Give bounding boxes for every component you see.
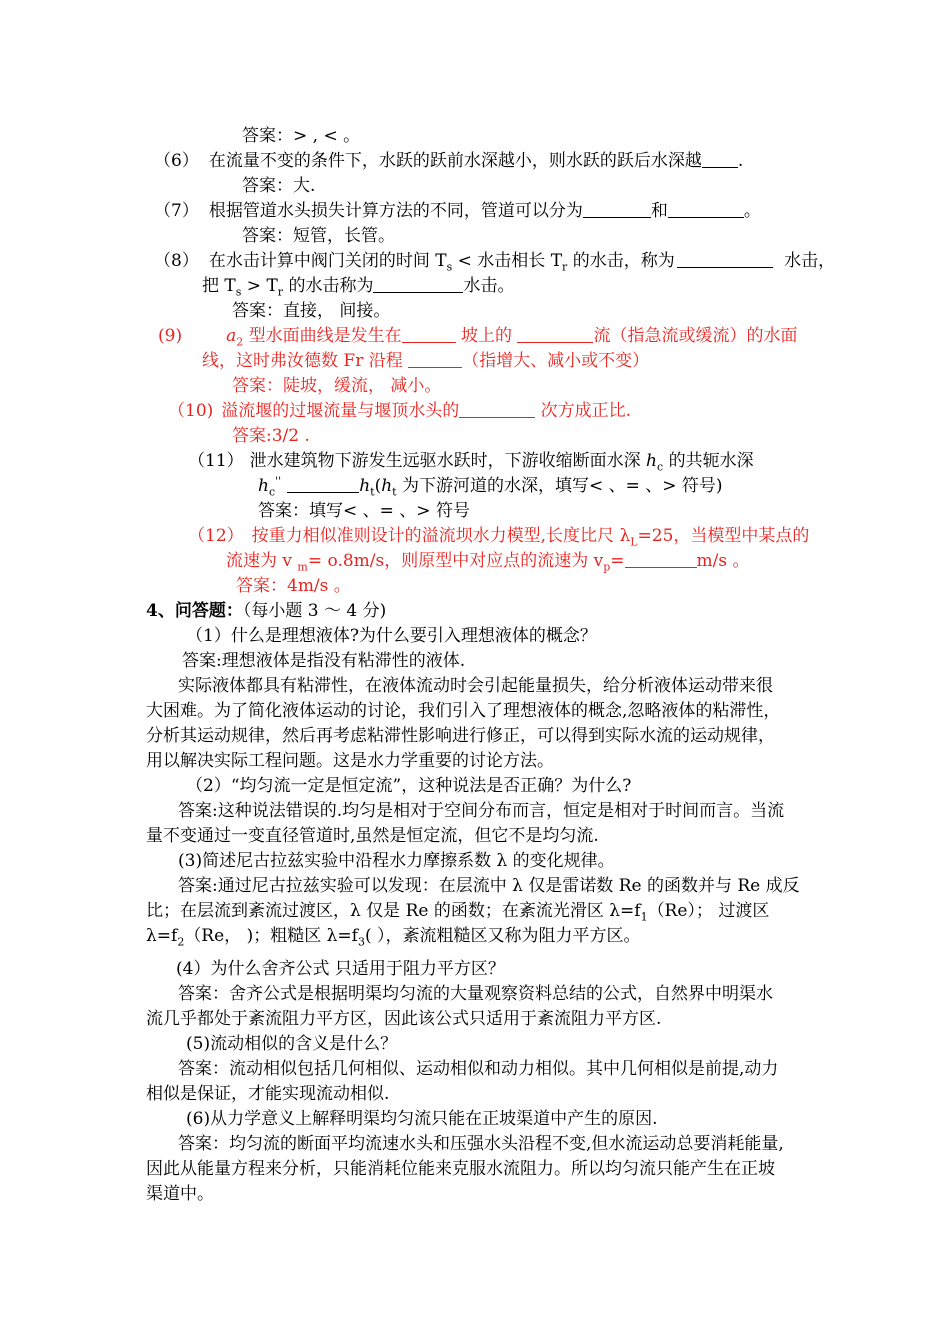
qa-answer-1-line: 大困难。为了简化液体运动的讨论，我们引入了理想液体的概念,忽略液体的粘滞性，: [146, 701, 781, 721]
answer-blank: [408, 349, 462, 368]
question-text: 的水击称为: [283, 276, 374, 296]
answer-9: 答案：陡坡，缓流， 减小。: [232, 376, 442, 396]
subscript: L: [630, 535, 638, 549]
subscript: p: [603, 560, 611, 574]
qa-answer-3-line: 答案:通过尼古拉兹实验可以发现：在层流中 λ 仅是雷诺数 Re 的函数并与 Re 成反: [178, 876, 800, 896]
question-number: （10): [168, 401, 214, 421]
question-11: [188, 449, 754, 474]
qa-answer-6-line: 因此从能量方程来分析，只能消耗位能来克服水流阻力。所以均匀流只能产生在正坡: [146, 1159, 775, 1179]
subscript: c: [657, 460, 664, 474]
answer-6: 答案：大.: [242, 176, 316, 196]
question-text: 根据管道水头损失计算方法的不同，管道可以分为: [208, 201, 583, 221]
subscript: 2: [177, 935, 185, 949]
question-text: a: [226, 326, 237, 346]
subscript: s: [235, 285, 242, 299]
question-text: 线，这时弗汝德数 Fr 沿程: [202, 351, 409, 371]
question-number: (9): [158, 326, 183, 346]
question-12: [188, 524, 809, 549]
question-text: 坡上的: [455, 326, 518, 346]
subscript: c: [268, 485, 276, 499]
qa-question-5: (5)流动相似的含义是什么？: [186, 1034, 398, 1054]
answer-blank: [287, 474, 359, 493]
answer-text: （Re， )；粗糙区 λ=f: [184, 926, 358, 946]
question-8: [154, 249, 835, 274]
qa-answer-4-line: 答案：舍齐公式是根据明渠均匀流的大量观察资料总结的公式，自然界中明渠水: [178, 984, 773, 1004]
qa-answer-3-line: [146, 924, 640, 949]
question-text: =25，当模型中某点的: [637, 526, 810, 546]
question-text: 流（指急流或缓流）的水面: [593, 326, 798, 346]
superscript: '': [275, 474, 282, 488]
qa-answer-5-line: 相似是保证，才能实现流动相似.: [146, 1084, 390, 1104]
answer-8: 答案：直接， 间接。: [232, 301, 391, 321]
question-9: [158, 324, 797, 349]
qa-question-3: (3)简述尼古拉兹实验中沿程水力摩擦系数 λ 的变化规律。: [178, 851, 615, 871]
question-8-cont: [202, 274, 514, 299]
question-text: 次方成正比.: [535, 401, 632, 421]
qa-answer-3-line: [146, 899, 769, 924]
question-text: h: [381, 476, 393, 496]
question-text: 和: [650, 201, 668, 221]
question-number: （7）: [154, 201, 199, 221]
question-text: 在流量不变的条件下，水跃的跃前水深越小，则水跃的跃后水深越: [208, 151, 702, 171]
answer-blank: [459, 399, 535, 418]
question-text: .: [737, 151, 744, 171]
qa-answer-1-line: 答案:理想液体是指没有粘滞性的液体.: [182, 651, 466, 671]
question-number: （8）: [154, 251, 199, 271]
question-10: [168, 399, 631, 424]
qa-answer-1-line: 用以解决实际工程问题。这是水力学重要的讨论方法。: [146, 751, 554, 771]
question-text: h: [258, 476, 269, 496]
qa-answer-6-line: 渠道中。: [146, 1184, 214, 1204]
question-text: 水击。: [463, 276, 515, 296]
question-7: [154, 199, 761, 224]
question-12-cont: [226, 549, 750, 574]
subscript: 1: [640, 910, 648, 924]
question-11-cont: [258, 474, 723, 499]
answer-5: 答案：> , < 。: [242, 126, 361, 146]
question-text: 的水击，称为: [567, 251, 675, 271]
heading-note: （每小题 3 ～ 4 分): [242, 601, 387, 621]
question-text: = o.8m/s，则原型中对应点的流速为 v: [307, 551, 604, 571]
question-text: > T: [241, 276, 278, 296]
subscript: r: [562, 260, 568, 274]
answer-blank: [583, 199, 651, 218]
section-heading: [146, 599, 386, 624]
question-text: 为下游河道的水深，填写< 、= 、> 符号): [396, 476, 723, 496]
qa-answer-1-line: 分析其运动规律，然后再考虑粘滞性影响进行修正，可以得到实际水流的运动规律，: [146, 726, 775, 746]
answer-blank: [668, 199, 744, 218]
question-text: 泄水建筑物下游发生远驱水跃时，下游收缩断面水深: [249, 451, 647, 471]
qa-question-2: （2）“均匀流一定是恒定流”，这种说法是否正确？为什么?: [186, 776, 632, 796]
answer-12: 答案：4m/s 。: [236, 576, 351, 596]
answer-blank: [517, 324, 593, 343]
question-text: (: [374, 476, 382, 496]
answer-7: 答案：短管，长管。: [242, 226, 395, 246]
subscript: r: [277, 285, 284, 299]
qa-answer-2-line: 量不变通过一变直径管道时,虽然是恒定流，但它不是均匀流.: [146, 826, 599, 846]
answer-10: 答案:3/2 .: [232, 426, 310, 446]
question-text: 在水击计算中阀门关闭的时间 T: [208, 251, 447, 271]
question-text: 的共轭水深: [663, 451, 754, 471]
answer-text: ( ），紊流粗糙区又称为阻力平方区。: [364, 926, 641, 946]
answer-blank: [677, 249, 773, 268]
qa-answer-4-line: 流几乎都处于紊流阻力平方区，因此该公式只适用于紊流阻力平方区.: [146, 1009, 662, 1029]
question-text: （指增大、减小或不变）: [462, 351, 650, 371]
qa-question-6: (6)从力学意义上解释明渠均匀流只能在正坡渠道中产生的原因.: [186, 1109, 658, 1129]
subscript: m: [297, 560, 308, 574]
question-text: 型水面曲线是发生在: [243, 326, 402, 346]
question-text: h: [646, 451, 657, 471]
answer-11: 答案：填写< 、= 、> 符号: [258, 501, 470, 521]
question-text: 溢流堰的过堰流量与堰顶水头的: [221, 401, 460, 421]
qa-answer-2-line: 答案:这种说法错误的.均匀是相对于空间分布而言，恒定是相对于时间而言。当流: [178, 801, 785, 821]
qa-answer-5-line: 答案：流动相似包括几何相似、运动相似和动力相似。其中几何相似是前提,动力: [178, 1059, 779, 1079]
question-text: 把 T: [202, 276, 236, 296]
question-text: 水击，: [778, 251, 836, 271]
question-text: m/s 。: [696, 551, 750, 571]
heading-title: 4、问答题：: [146, 601, 243, 621]
question-number: （11）: [188, 451, 244, 471]
question-number: （12）: [188, 526, 244, 546]
qa-question-1: （1）什么是理想液体?为什么要引入理想液体的概念？: [186, 626, 597, 646]
subscript: 3: [357, 935, 365, 949]
subscript: s: [446, 260, 453, 274]
subscript: t: [370, 485, 375, 499]
question-text: 。: [743, 201, 761, 221]
answer-text: 比；在层流到紊流过渡区，λ 仅是 Re 的函数；在紊流光滑区 λ=f: [146, 901, 641, 921]
question-6: [154, 149, 743, 174]
answer-blank: [625, 549, 697, 568]
qa-answer-6-line: 答案：均匀流的断面平均流速水头和压强水头沿程不变,但水流运动总要消耗能量,: [178, 1134, 784, 1154]
qa-answer-1-line: 实际液体都具有粘滞性，在液体流动时会引起能量损失，给分析液体运动带来很: [178, 676, 773, 696]
question-text: =: [610, 551, 625, 571]
answer-blank: [373, 274, 463, 293]
question-text: h: [359, 476, 371, 496]
subscript: 2: [236, 335, 244, 349]
question-text: 按重力相似准则设计的溢流坝水力模型,长度比尺 λ: [251, 526, 631, 546]
subscript: t: [392, 485, 397, 499]
question-text: < 水击相长 T: [452, 251, 563, 271]
answer-blank: [702, 149, 738, 168]
question-text: 流速为 v: [226, 551, 298, 571]
answer-blank: [402, 324, 456, 343]
answer-text: λ=f: [146, 926, 178, 946]
question-9-cont: [202, 349, 649, 374]
qa-question-4: (4）为什么舍齐公式 只适用于阻力平方区？: [176, 959, 505, 979]
question-number: （6）: [154, 151, 199, 171]
answer-text: （Re）； 过渡区: [647, 901, 770, 921]
